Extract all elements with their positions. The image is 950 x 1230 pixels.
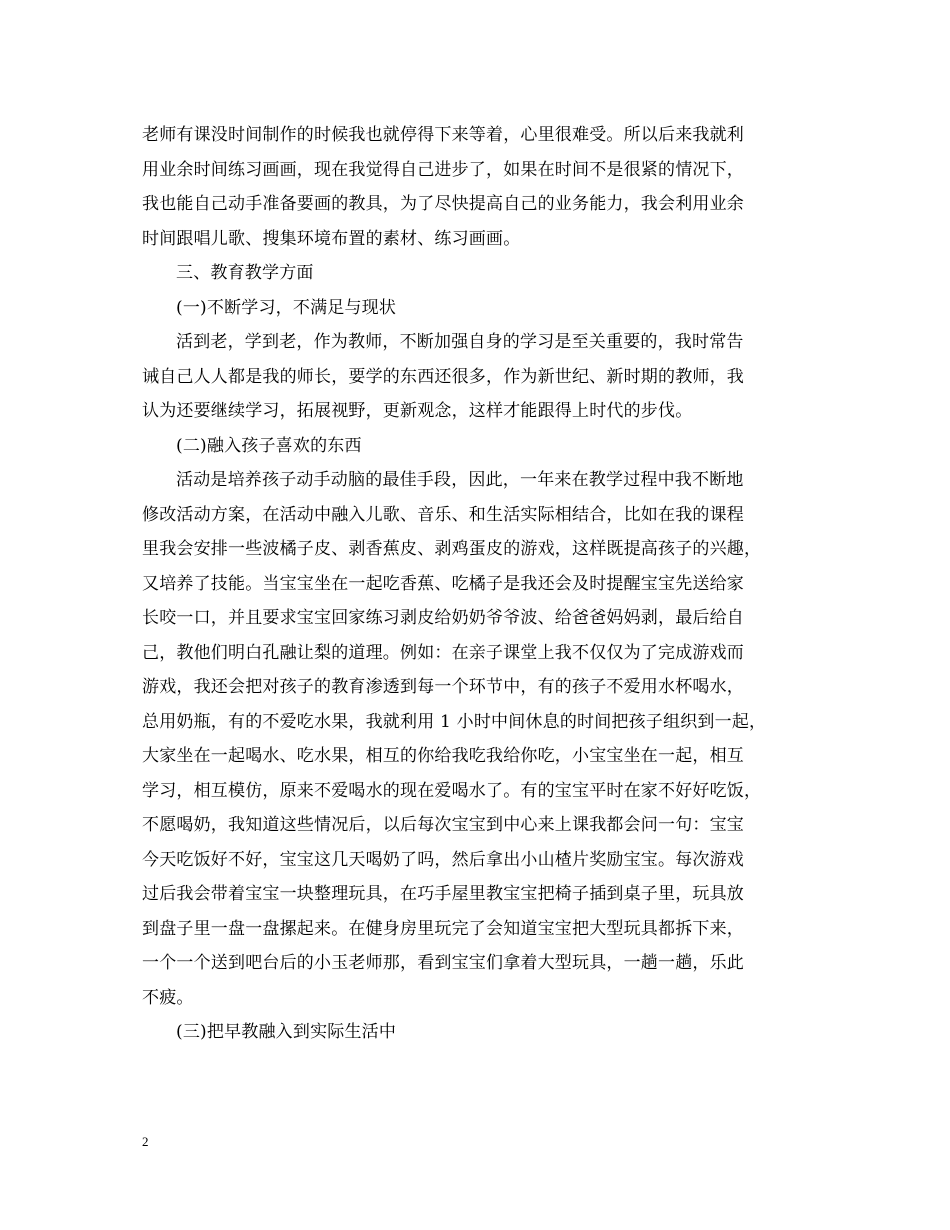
text-line: 诫自己人人都是我的师长，要学的东西还很多，作为新世纪、新时期的教师，我 [142,366,744,387]
document-body [142,118,814,1050]
text-line: 时间跟唱儿歌、搜集环境布置的素材、练习画画。 [142,228,521,249]
text-line: 认为还要继续学习，拓展视野，更新观念，这样才能跟得上时代的步伐。 [142,401,693,421]
text-line: 活到老，学到老，作为教师，不断加强自身的学习是至关重要的，我时常告 [176,332,744,352]
text-line: (二)融入孩子喜欢的东西 [176,435,362,456]
text-line: 过后我会带着宝宝一块整理玩具，在巧手屋里教宝宝把椅子插到桌子里，玩具放 [142,884,744,904]
text-line: 三、教育教学方面 [176,263,314,283]
text-line: 大家坐在一起喝水、吃水果，相互的你给我吃我给你吃，小宝宝坐在一起，相互 [142,746,744,766]
text-line: 学习，相互模仿，原来不爱喝水的现在爱喝水了。有的宝宝平时在家不好好吃饭， [142,780,762,801]
text-line: 修改活动方案，在活动中融入儿歌、音乐、和生活实际相结合，比如在我的课程 [142,504,744,525]
text-line: 总用奶瓶，有的不爱吃水果，我就利用 1 小时中间休息的时间把孩子组织到一起， [142,711,767,732]
text-line: 不愿喝奶，我知道这些情况后，以后每次宝宝到中心来上课我都会问一句：宝宝 [142,815,744,835]
text-line: 老师有课没时间制作的时候我也就停得下来等着，心里很难受。所以后来我就利 [142,125,744,145]
text-line: 里我会安排一些波橘子皮、剥香蕉皮、剥鸡蛋皮的游戏，这样既提高孩子的兴趣， [142,539,762,559]
text-line: 长咬一口，并且要求宝宝回家练习剥皮给奶奶爷爷波、给爸爸妈妈剥，最后给自 [142,608,744,628]
text-line: 到盘子里一盘一盘摞起来。在健身房里玩完了会知道宝宝把大型玩具都拆下来， [142,918,744,939]
text-line: 又培养了技能。当宝宝坐在一起吃香蕉、吃橘子是我还会及时提醒宝宝先送给家 [142,573,744,594]
page-number: 2 [142,1134,149,1149]
text-line: 己，教他们明白孔融让梨的道理。例如：在亲子课堂上我不仅仅为了完成游戏而 [142,642,744,663]
text-line: 活动是培养孩子动手动脑的最佳手段，因此，一年来在教学过程中我不断地 [176,470,744,490]
text-line: (一)不断学习，不满足与现状 [176,297,397,318]
text-line: 不疲。 [142,987,194,1008]
text-line: 用业余时间练习画画，现在我觉得自己进步了，如果在时间不是很紧的情况下， [142,159,744,180]
text-line: 一个一个送到吧台后的小玉老师那，看到宝宝们拿着大型玩具，一趟一趟，乐此 [142,953,744,973]
text-line: 今天吃饭好不好，宝宝这几天喝奶了吗，然后拿出小山楂片奖励宝宝。每次游戏 [142,849,744,870]
text-line: (三)把早教融入到实际生活中 [176,1022,397,1042]
text-line: 我也能自己动手准备要画的教具，为了尽快提高自己的业务能力，我会利用业余 [142,194,744,214]
text-line: 游戏，我还会把对孩子的教育渗透到每一个环节中，有的孩子不爱用水杯喝水， [142,677,744,697]
